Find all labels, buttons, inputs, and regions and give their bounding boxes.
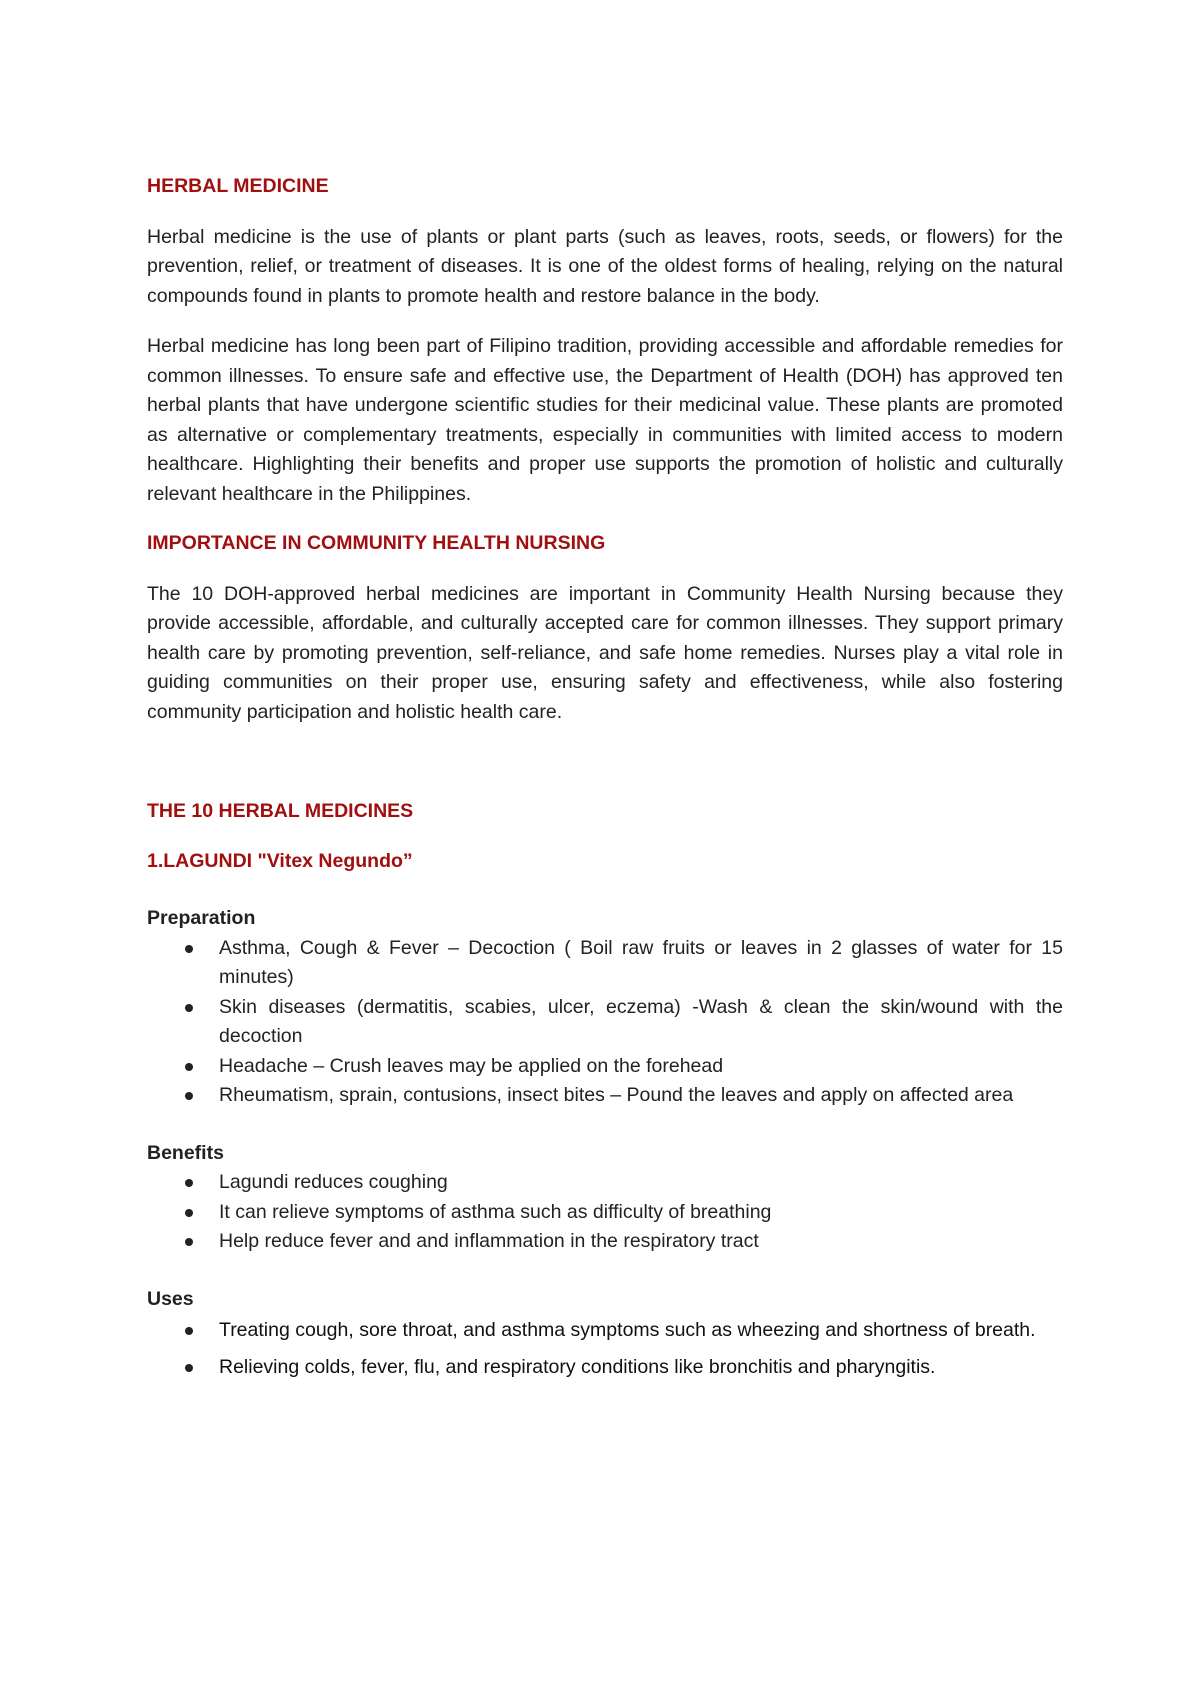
list-item: Treating cough, sore throat, and asthma symptoms such as wheezing and shortness of breath. — [147, 1314, 1063, 1347]
bullet-icon — [185, 1004, 193, 1012]
bullet-icon — [185, 1179, 193, 1187]
preparation-list — [147, 934, 1063, 1111]
list-item: It can relieve symptoms of asthma such as difficulty of breathing — [147, 1198, 1063, 1228]
list-item: Rheumatism, sprain, contusions, insect bites – Pound the leaves and apply on affected area — [147, 1081, 1063, 1111]
list-item: Lagundi reduces coughing — [147, 1168, 1063, 1198]
benefits-heading: Benefits — [147, 1141, 224, 1164]
document-page — [147, 172, 1063, 1384]
bullet-icon — [185, 1327, 193, 1335]
bullet-icon — [185, 1092, 193, 1100]
section-title-ten-herbal-medicines: THE 10 HERBAL MEDICINES — [147, 800, 414, 822]
section-title-importance: IMPORTANCE IN COMMUNITY HEALTH NURSING — [147, 532, 606, 554]
list-item: Help reduce fever and and inflammation in the respiratory tract — [147, 1227, 1063, 1257]
bullet-icon — [185, 1209, 193, 1217]
uses-list — [147, 1314, 1063, 1384]
list-item: Headache – Crush leaves may be applied on the forehead — [147, 1052, 1063, 1082]
list-item: Asthma, Cough & Fever – Decoction ( Boil raw fruits or leaves in 2 glasses of water for 15 minutes) — [147, 934, 1063, 993]
bullet-icon — [185, 945, 193, 953]
list-item: Skin diseases (dermatitis, scabies, ulcer, eczema) -Wash & clean the skin/wound with the decoction — [147, 993, 1063, 1052]
paragraph-herbal-tradition: Herbal medicine has long been part of Filipino tradition, providing accessible and affordable remedies for common illnesses. To ensure safe and effective use, the Department of Health (DOH) has approved ten herbal plants that have undergone scientific studies for their medicinal value. These plants are promoted as alternative or complementary treatments, especially in communities with limited access to modern healthcare. Highlighting their benefits and proper use supports the promotion of holistic and culturally relevant healthcare in the Philippines. — [147, 335, 1063, 505]
paragraph-importance: The 10 DOH-approved herbal medicines are important in Community Health Nursing because they provide accessible, affordable, and culturally accepted care for common illnesses. They support primary health care by promoting prevention, self-reliance, and safe home remedies. Nurses play a vital role in guiding communities on their proper use, ensuring safety and effectiveness, while also fostering community participation and holistic health care. — [147, 582, 1063, 723]
list-item: Relieving colds, fever, flu, and respiratory conditions like bronchitis and pharyngitis. — [147, 1351, 1063, 1384]
section-title-herbal-medicine: HERBAL MEDICINE — [147, 175, 329, 197]
herb-title-lagundi: 1.LAGUNDI "Vitex Negundo” — [147, 849, 413, 872]
paragraph-herbal-definition: Herbal medicine is the use of plants or plant parts (such as leaves, roots, seeds, or flowers) for the prevention, relief, or treatment of diseases. It is one of the oldest forms of healing, relying on the natural compounds found in plants to promote health and restore balance in the body. — [147, 225, 1063, 307]
benefits-list — [147, 1168, 1063, 1257]
bullet-icon — [185, 1364, 193, 1372]
uses-heading: Uses — [147, 1287, 194, 1310]
bullet-icon — [185, 1063, 193, 1071]
preparation-heading: Preparation — [147, 907, 256, 929]
bullet-icon — [185, 1238, 193, 1246]
